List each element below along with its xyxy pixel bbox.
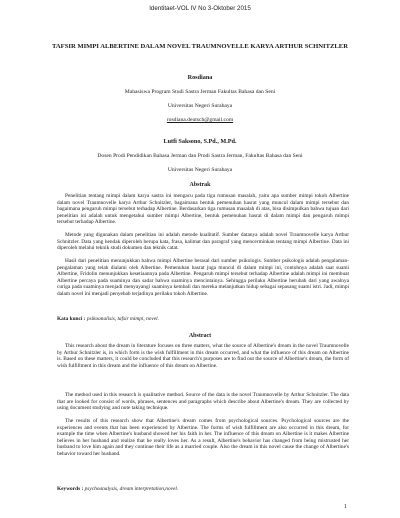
abstrak-heading: Abstrak bbox=[189, 182, 211, 188]
author-block-2 bbox=[40, 138, 360, 174]
keywords-value: psychoanalysis, dream interpretation,novel. bbox=[84, 486, 179, 492]
keywords-label: Keywords : bbox=[57, 486, 84, 492]
abstract-paragraph: The results of this research show that Albertine's dream comes from psychological sources. Psychological sources are the experiences and events that has been experienced by Albertine. The forms of wish fulfillment are also occurred in this dream, for example the time when Albertine's husband showed her his faith in her. The influence of this dream on Albertine is it makes Albertine believes in her husband and realize that he really loves her. As a result, Albertine's behavior has changed from being mistrusted her husband to love him again and they continue their life as a married couple. Also the dream in this novel cause the change of Albertine's behavior toward her husband. bbox=[57, 418, 349, 457]
abstract-heading: Abstract bbox=[188, 333, 212, 339]
keywords-label: Kata kunci : bbox=[57, 316, 86, 322]
author-block-1 bbox=[40, 74, 360, 124]
abstract-keywords bbox=[57, 486, 349, 492]
abstrak-paragraph: Metode yang digunakan dalam penelitian ini adalah metode kualitatif. Sumber datanya adalah novel Traumnovelle karya Arthur Schnitzler. Data yang hendak diperoleh berupa kata, frasa, kalimat dan paragraf yang mencerminkan tentang mimpi Albertine. Data ini diperoleh melalui teknik studi dokumen dan teknik catat. bbox=[57, 232, 349, 252]
keywords-value: psikoanalisis, tafsir mimpi, novel. bbox=[86, 316, 159, 322]
author-institution: Universitas Negeri Surabaya bbox=[167, 103, 233, 109]
running-header: Identitaet-VOL IV No 3-Oktober 2015 bbox=[149, 5, 251, 12]
author-institution: Universitas Negeri Surabaya bbox=[167, 167, 233, 173]
author-affiliation: Mahasiswa Program Studi Sastra Jerman Fakultas Bahasa dan Seni bbox=[124, 89, 276, 95]
abstrak-paragraph: Hasil dari penelitian menunjukkan bahwa mimpi Albertine berasal dari sumber psikologis. Sumber psikologis adalah pengalaman-pengalaman yang telah dialami oleh Albertine. Pemenuhan hasrat juga muncul di dalam mimpi ini, contohnya adalah saat suami Albertine, Fridolin menunjukkan kesetiaannya pada Albertine. Pengaruh mimpi tersebut terhadap Albertine adalah mimpi ini membuat Albertine percaya pada suaminya dan sadar bahwa suaminya mencintainya. Sehingga perilaku Albertine berubah dari yang awalnya curiga pada suaminya menjadi menyayangi suaminya kembali dan mereka melanjutkan hidup sebagai sepasang suami istri. Jadi, mimpi dalam novel ini menjadi penyebab terjadinya perilaku tokoh Albertine. bbox=[57, 258, 349, 297]
abstract-paragraph: This research about the dream in literature focuses on three matters, what the source of Albertine's dream in the novel Traumnovelle by Arthur Schnitzler is, in which form is the wish fulfillment in this dream occurred, and what the influence of this dream on Albertine is. Based on these matters, it could be concluded that this research's purposes are to find out the source of Albertine's dream, the form of wish fulfillment in this dream and the influence of this dream on Albertine. bbox=[57, 343, 349, 369]
abstract-paragraph: The method used in this research is qualitative method. Source of the data is the novel Traumnovelle by Arthur Schnitzler. The data that are looked for consist of words, phrases, sentences and paragraphs which describe about Albertine's dream. They are collected by using document studying and note taking technique. bbox=[57, 392, 349, 412]
page-number: 1 bbox=[344, 504, 347, 510]
paper-title: TAFSIR MIMPI ALBERTINE DALAM NOVEL TRAUMNOVELLE KARYA ARTHUR SCHNITZLER bbox=[52, 43, 348, 50]
author-name: Lutfi Saksono, S.Pd., M.Pd. bbox=[163, 138, 237, 145]
author-affiliation: Dosen Prodi Pendidikan Bahasa Jerman dan Prodi Sastra Jerman, Fakultas Bahasa dan Seni bbox=[97, 153, 303, 159]
author-name: Rosdiana bbox=[187, 74, 213, 81]
abstrak-keywords bbox=[57, 316, 349, 322]
author-email[interactable]: rosdiana.deutsch@gmail.com bbox=[166, 117, 234, 123]
abstrak-paragraph: Penelitian tentang mimpi dalam karya sastra ini mengacu pada tiga rumusan masalah, yaitu apa sumber mimpi tokoh Albertine dalam novel Traumnovelle karya Arthur Schnitzler, bagaimana bentuk pemenuhan hasrat yang muncul dalam mimpi tersebut dan bagaimana pengaruh mimpi tersebut terhadap Albertine. Berdasarkan tiga rumusan masalah di atas, bisa disimpulkan bahwa tujuan dari penelitian ini adalah untuk mengetahui sumber mimpi Albertine, bentuk pemenuhan hasrat di dalam mimpi dan pengaruh mimpi tersebut terhadap Albertine. bbox=[57, 193, 349, 226]
